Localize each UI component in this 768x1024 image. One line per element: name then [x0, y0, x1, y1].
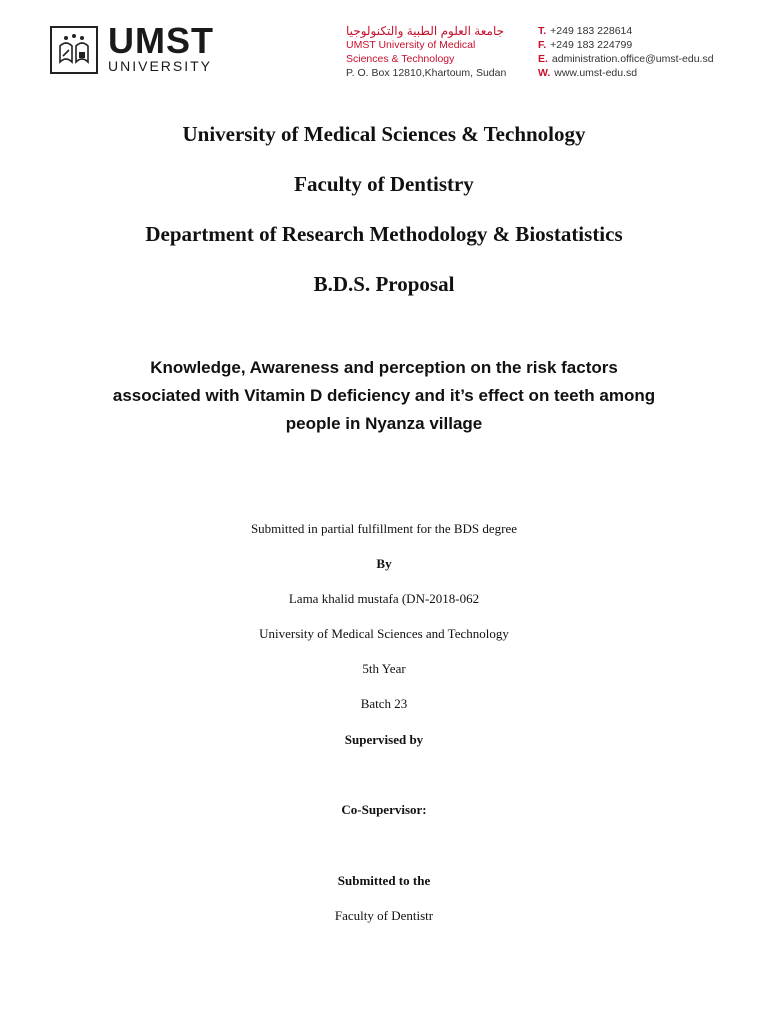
faculty-name: Faculty of Dentistr: [334, 908, 434, 923]
submitted-to-label: Submitted to the: [337, 873, 431, 888]
contact-block: [538, 24, 714, 80]
institution-name: University of Medical Sciences and Technology: [259, 626, 509, 641]
contact-email: E. administration.office@umst-edu.sd: [538, 53, 714, 65]
faculty-heading: Faculty of Dentistry: [294, 172, 474, 196]
logo-sub-text: UNIVERSITY: [108, 58, 213, 74]
university-heading: University of Medical Sciences & Technology: [182, 122, 586, 146]
author-name: Lama khalid mustafa (DN-2018-062: [288, 591, 480, 606]
department-heading: Department of Research Methodology & Biostatistics: [145, 222, 623, 246]
arabic-name: جامعة العلوم الطبية والتكنولوجيا: [346, 24, 505, 38]
contact-fax: F. +249 183 224799: [538, 39, 633, 51]
supervised-by-label: Supervised by: [344, 732, 424, 747]
batch-number: Batch 23: [360, 696, 408, 711]
co-supervisor-label: Co-Supervisor:: [341, 802, 427, 817]
submitted-partial: Submitted in partial fulfillment for the BDS degree: [250, 521, 518, 536]
by-label: By: [376, 556, 392, 571]
proposal-title: [84, 354, 684, 438]
contact-website: W. www.umst-edu.sd: [538, 67, 638, 79]
proposal-heading: B.D.S. Proposal: [313, 272, 455, 296]
address-block: [346, 24, 526, 80]
english-name-line-2: Sciences & Technology: [346, 53, 455, 65]
letterhead: [0, 0, 768, 100]
contact-phone: T. +249 183 228614: [538, 25, 633, 37]
title-line-2: associated with Vitamin D deficiency and it’s effect on teeth among: [112, 386, 656, 405]
po-box: P. O. Box 12810,Khartoum, Sudan: [346, 67, 507, 79]
title-line-3: people in Nyanza village: [285, 414, 483, 433]
title-line-1: Knowledge, Awareness and perception on the risk factors: [150, 358, 618, 377]
logo-main-text: UMST: [108, 20, 214, 61]
university-logo-icon: [50, 26, 98, 74]
english-name-line-1: UMST University of Medical: [346, 39, 476, 51]
logo-wordmark: [108, 20, 214, 74]
study-year: 5th Year: [362, 661, 406, 676]
